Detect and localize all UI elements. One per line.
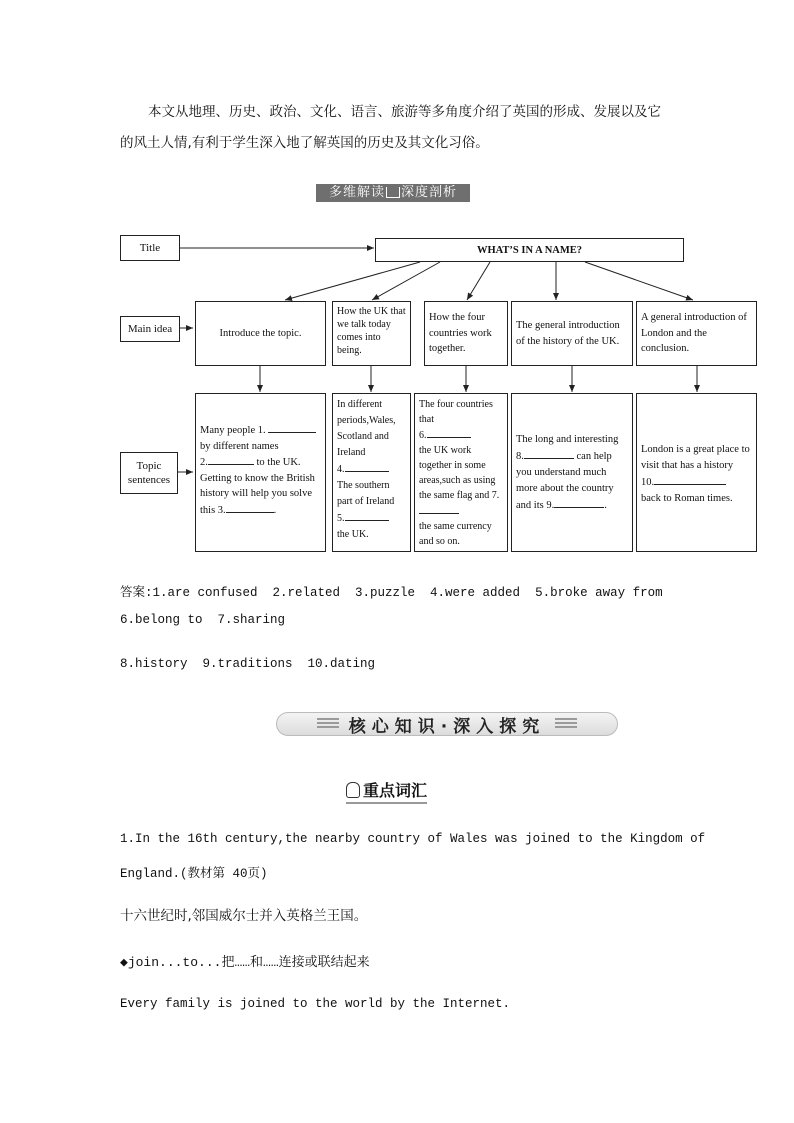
topic-5-text-c: back to Roman times. [641, 493, 733, 504]
title-label: Title [120, 235, 180, 261]
main-idea-box-2: How the UK that we talk today comes into being. [332, 301, 411, 366]
vocab-heading-text: 重点词汇 [363, 781, 428, 800]
main-idea-box-4: The general introduction of the history of the UK. [511, 301, 633, 366]
topic-1-text-e: Getting to know the British history will help you solve this 3. [200, 472, 315, 516]
blank-9[interactable] [554, 497, 604, 508]
topic-1-text-c: 2. [200, 457, 208, 468]
topic-1-text-b: by different names [200, 440, 279, 452]
topic-3-text-b: 6. [419, 430, 427, 441]
blank-3[interactable] [226, 502, 274, 513]
topic-5-text-a: London is a great place to visit that has a history [641, 444, 750, 471]
topic-4-text-c: can help you understand much more about the country and its 9. [516, 451, 614, 511]
example-translation: 十六世纪时,邻国威尔士并入英格兰王国。 [120, 908, 368, 924]
topic-3-text-d: the same currency and so on. [419, 521, 492, 547]
topic-box-3 [414, 393, 508, 552]
answers-line-3: 8.history 9.traditions 10.dating [120, 657, 376, 671]
blank-8[interactable] [524, 448, 574, 459]
topic-2-text-c: The southern part of Ireland [337, 480, 395, 507]
topic-4-text-b: 8. [516, 451, 524, 462]
decor-stripes-right [555, 718, 577, 730]
topic-box-4 [511, 393, 633, 552]
topic-4-text-a: The long and interesting [516, 434, 619, 445]
topic-4-text-d: . [604, 500, 607, 511]
decor-stripes-left [317, 718, 339, 730]
topic-5-text-b: 10. [641, 477, 655, 488]
main-idea-box-1: Introduce the topic. [195, 301, 326, 366]
key-icon [346, 782, 360, 798]
intro-line-1: 本文从地理、历史、政治、文化、语言、旅游等多角度介绍了英国的形成、发展以及它 [148, 104, 661, 120]
topic-sentences-label: Topic sentences [120, 452, 178, 494]
section-heading-vocab [346, 778, 427, 804]
topic-3-text-c: the UK work together in some areas,such as using the same flag and 7. [419, 445, 500, 501]
answers-line-1: 答案:1.are confused 2.related 3.puzzle 4.were added 5.broke away from [120, 586, 663, 600]
blank-5[interactable] [345, 510, 389, 521]
banner-core-text: 核心知识·深入探究 [348, 716, 546, 737]
topic-1-text-f: . [273, 504, 277, 516]
blank-4[interactable] [345, 461, 389, 472]
phrase-join-to: ◆join...to...把……和……连接或联结起来 [120, 955, 370, 970]
answers-line-2: 6.belong to 7.sharing [120, 613, 286, 627]
topic-2-text-b: 4. [337, 464, 345, 475]
banner-right-text: 深度剖析 [401, 185, 458, 200]
example-sentence: Every family is joined to the world by the Internet. [120, 997, 511, 1011]
topic-2-text-a: In different periods,Wales, Scotland and Ireland [337, 399, 396, 458]
main-idea-box-5: A general introduction of London and the conclusion. [636, 301, 757, 366]
example-line-1: 1.In the 16th century,the nearby country of Wales was joined to the Kingdom of [120, 832, 706, 846]
banner-left-text: 多维解读 [328, 185, 385, 200]
topic-box-5 [636, 393, 757, 552]
main-idea-label: Main idea [120, 316, 180, 342]
main-idea-box-3: How the four countries work together. [424, 301, 508, 366]
blank-1[interactable] [268, 422, 316, 433]
blank-7[interactable] [419, 503, 459, 514]
diagram-title-box: WHAT’S IN A NAME? [375, 238, 684, 262]
section-banner-core [276, 712, 618, 736]
intro-line-2: 的风土人情,有利于学生深入地了解英国的历史及其文化习俗。 [120, 135, 489, 151]
blank-2[interactable] [208, 454, 254, 465]
topic-box-1 [195, 393, 326, 552]
topic-1-text-a: Many people 1. [200, 425, 266, 436]
topic-2-text-d: 5. [337, 513, 345, 524]
blank-6[interactable] [427, 427, 471, 438]
topic-3-text-a: The four countries that [419, 399, 493, 425]
blank-10[interactable] [654, 474, 726, 485]
topic-2-text-e: the UK. [337, 529, 369, 540]
topic-1-text-d: to the UK. [256, 457, 301, 468]
topic-box-2 [332, 393, 411, 552]
example-line-2: England.(教材第 40页) [120, 867, 268, 881]
